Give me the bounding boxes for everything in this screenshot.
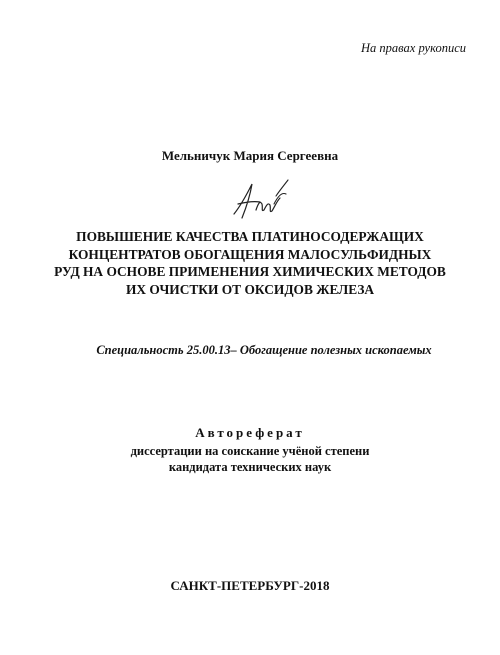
- degree-line: диссертации на соискание учёной степени: [130, 444, 370, 458]
- author-name: Мельничук Мария Сергеевна: [161, 148, 339, 163]
- degree-line: кандидата технических наук: [168, 460, 332, 474]
- specialty-line: Специальность 25.00.13– Обогащение полезных ископаемых: [96, 343, 432, 357]
- city-year: САНКТ-ПЕТЕРБУРГ-2018: [170, 578, 330, 593]
- title-line: РУД НА ОСНОВЕ ПРИМЕНЕНИЯ ХИМИЧЕСКИХ МЕТОДОВ: [54, 264, 446, 279]
- handwritten-signature: [228, 174, 300, 226]
- title-line: ПОВЫШЕНИЕ КАЧЕСТВА ПЛАТИНОСОДЕРЖАЩИХ: [76, 229, 424, 244]
- title-line: ИХ ОЧИСТКИ ОТ ОКСИДОВ ЖЕЛЕЗА: [125, 281, 375, 297]
- rights-notice: На правах рукописи: [361, 41, 466, 55]
- degree-description: [0, 443, 500, 475]
- title-line: КОНЦЕНТРАТОВ ОБОГАЩЕНИЯ МАЛОСУЛЬФИДНЫХ: [68, 246, 432, 262]
- dissertation-title: [24, 228, 476, 298]
- abstract-heading: Автореферат: [195, 425, 305, 440]
